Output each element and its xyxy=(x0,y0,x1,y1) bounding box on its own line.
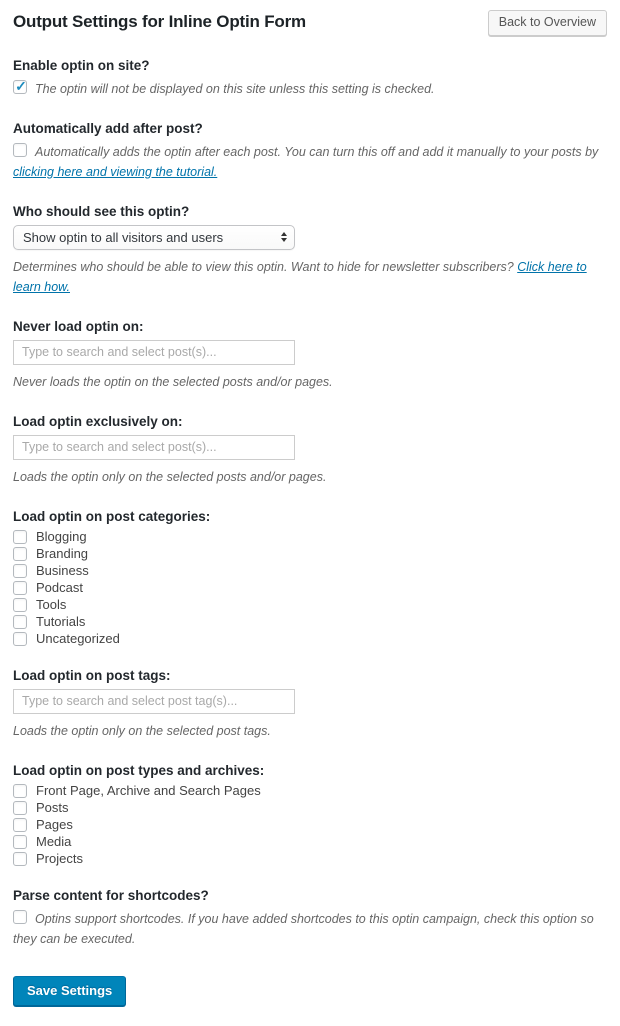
post-type-checkbox[interactable] xyxy=(13,852,27,866)
enable-optin-checkbox[interactable] xyxy=(13,77,27,94)
post-types-list xyxy=(13,784,607,866)
category-checkbox-row[interactable] xyxy=(13,632,607,646)
section-post-categories xyxy=(13,508,607,646)
category-checkbox-row[interactable] xyxy=(13,598,607,612)
post-type-checkbox-row[interactable] xyxy=(13,852,607,866)
post-tags-description: Loads the optin only on the selected post tags. xyxy=(13,723,271,738)
page-title: Output Settings for Inline Optin Form xyxy=(13,12,306,31)
category-checkbox[interactable] xyxy=(13,564,27,578)
category-checkbox-label: Blogging xyxy=(36,528,87,544)
post-type-checkbox-label: Front Page, Archive and Search Pages xyxy=(36,782,261,798)
post-type-checkbox-row[interactable] xyxy=(13,784,607,798)
category-checkbox[interactable] xyxy=(13,530,27,544)
back-to-overview-button[interactable]: Back to Overview xyxy=(488,10,607,36)
auto-add-description: Automatically adds the optin after each post. You can turn this off and add it manually to your posts by xyxy=(35,144,599,159)
section-post-tags xyxy=(13,667,607,741)
section-auto-add xyxy=(13,120,607,182)
shortcodes-row xyxy=(13,909,607,949)
page-footer xyxy=(13,976,607,1006)
auto-add-row xyxy=(13,142,607,182)
section-never-load xyxy=(13,318,607,392)
page-header xyxy=(13,10,607,36)
who-should-see-select[interactable] xyxy=(13,225,295,250)
post-type-checkbox[interactable] xyxy=(13,818,27,832)
post-type-checkbox-row[interactable] xyxy=(13,801,607,815)
checkmark-icon: ✓ xyxy=(15,77,27,94)
post-type-checkbox[interactable] xyxy=(13,801,27,815)
category-checkbox-row[interactable] xyxy=(13,615,607,629)
save-settings-button[interactable]: Save Settings xyxy=(13,976,126,1006)
category-checkbox-label: Uncategorized xyxy=(36,630,120,646)
category-checkbox[interactable] xyxy=(13,547,27,561)
shortcodes-description: Optins support shortcodes. If you have added shortcodes to this optin campaign, check this option so they can be executed. xyxy=(13,911,594,946)
section-load-exclusively xyxy=(13,413,607,487)
enable-optin-row xyxy=(13,79,607,99)
never-load-heading: Never load optin on: xyxy=(13,318,144,334)
auto-add-heading: Automatically add after post? xyxy=(13,120,203,136)
category-checkbox-label: Branding xyxy=(36,545,89,561)
load-exclusively-search-input[interactable] xyxy=(13,435,295,460)
post-type-checkbox[interactable] xyxy=(13,784,27,798)
category-checkbox[interactable] xyxy=(13,598,27,612)
section-post-types xyxy=(13,762,607,866)
post-type-checkbox-row[interactable] xyxy=(13,818,607,832)
post-type-checkbox-label: Pages xyxy=(36,816,73,832)
section-who-should-see xyxy=(13,203,607,297)
category-checkbox[interactable] xyxy=(13,632,27,646)
post-tags-search-input[interactable] xyxy=(13,689,295,714)
section-shortcodes xyxy=(13,887,607,949)
post-type-checkbox-row[interactable] xyxy=(13,835,607,849)
post-type-checkbox-label: Projects xyxy=(36,850,83,866)
shortcodes-heading: Parse content for shortcodes? xyxy=(13,887,209,903)
post-categories-list xyxy=(13,530,607,646)
category-checkbox-label: Business xyxy=(36,562,89,578)
post-type-checkbox-label: Media xyxy=(36,833,72,849)
post-tags-heading: Load optin on post tags: xyxy=(13,667,171,683)
load-exclusively-heading: Load optin exclusively on: xyxy=(13,413,183,429)
enable-optin-description: The optin will not be displayed on this site unless this setting is checked. xyxy=(35,81,435,96)
category-checkbox-label: Tutorials xyxy=(36,613,86,629)
who-should-see-description xyxy=(13,257,607,297)
who-should-see-description-text: Determines who should be able to view this optin. Want to hide for newsletter subscribers? xyxy=(13,259,518,274)
select-selected-value: Show optin to all visitors and users xyxy=(23,229,224,245)
learn-how-link[interactable]: Click here to learn how. xyxy=(13,259,587,294)
tutorial-link[interactable]: clicking here and viewing the tutorial. xyxy=(13,164,218,179)
post-type-checkbox[interactable] xyxy=(13,835,27,849)
category-checkbox-label: Podcast xyxy=(36,579,83,595)
select-arrows-icon xyxy=(281,232,287,243)
auto-add-checkbox[interactable] xyxy=(13,143,27,157)
category-checkbox-row[interactable] xyxy=(13,530,607,544)
enable-optin-heading: Enable optin on site? xyxy=(13,57,150,73)
who-should-see-heading: Who should see this optin? xyxy=(13,203,190,219)
category-checkbox-row[interactable] xyxy=(13,547,607,561)
never-load-description: Never loads the optin on the selected posts and/or pages. xyxy=(13,374,333,389)
category-checkbox-label: Tools xyxy=(36,596,67,612)
category-checkbox[interactable] xyxy=(13,581,27,595)
category-checkbox-row[interactable] xyxy=(13,581,607,595)
post-type-checkbox-label: Posts xyxy=(36,799,69,815)
category-checkbox[interactable] xyxy=(13,615,27,629)
post-categories-heading: Load optin on post categories: xyxy=(13,508,211,524)
never-load-search-input[interactable] xyxy=(13,340,295,365)
load-exclusively-description: Loads the optin only on the selected posts and/or pages. xyxy=(13,469,327,484)
shortcodes-checkbox[interactable] xyxy=(13,910,27,924)
section-enable-optin xyxy=(13,57,607,99)
post-types-heading: Load optin on post types and archives: xyxy=(13,762,265,778)
category-checkbox-row[interactable] xyxy=(13,564,607,578)
